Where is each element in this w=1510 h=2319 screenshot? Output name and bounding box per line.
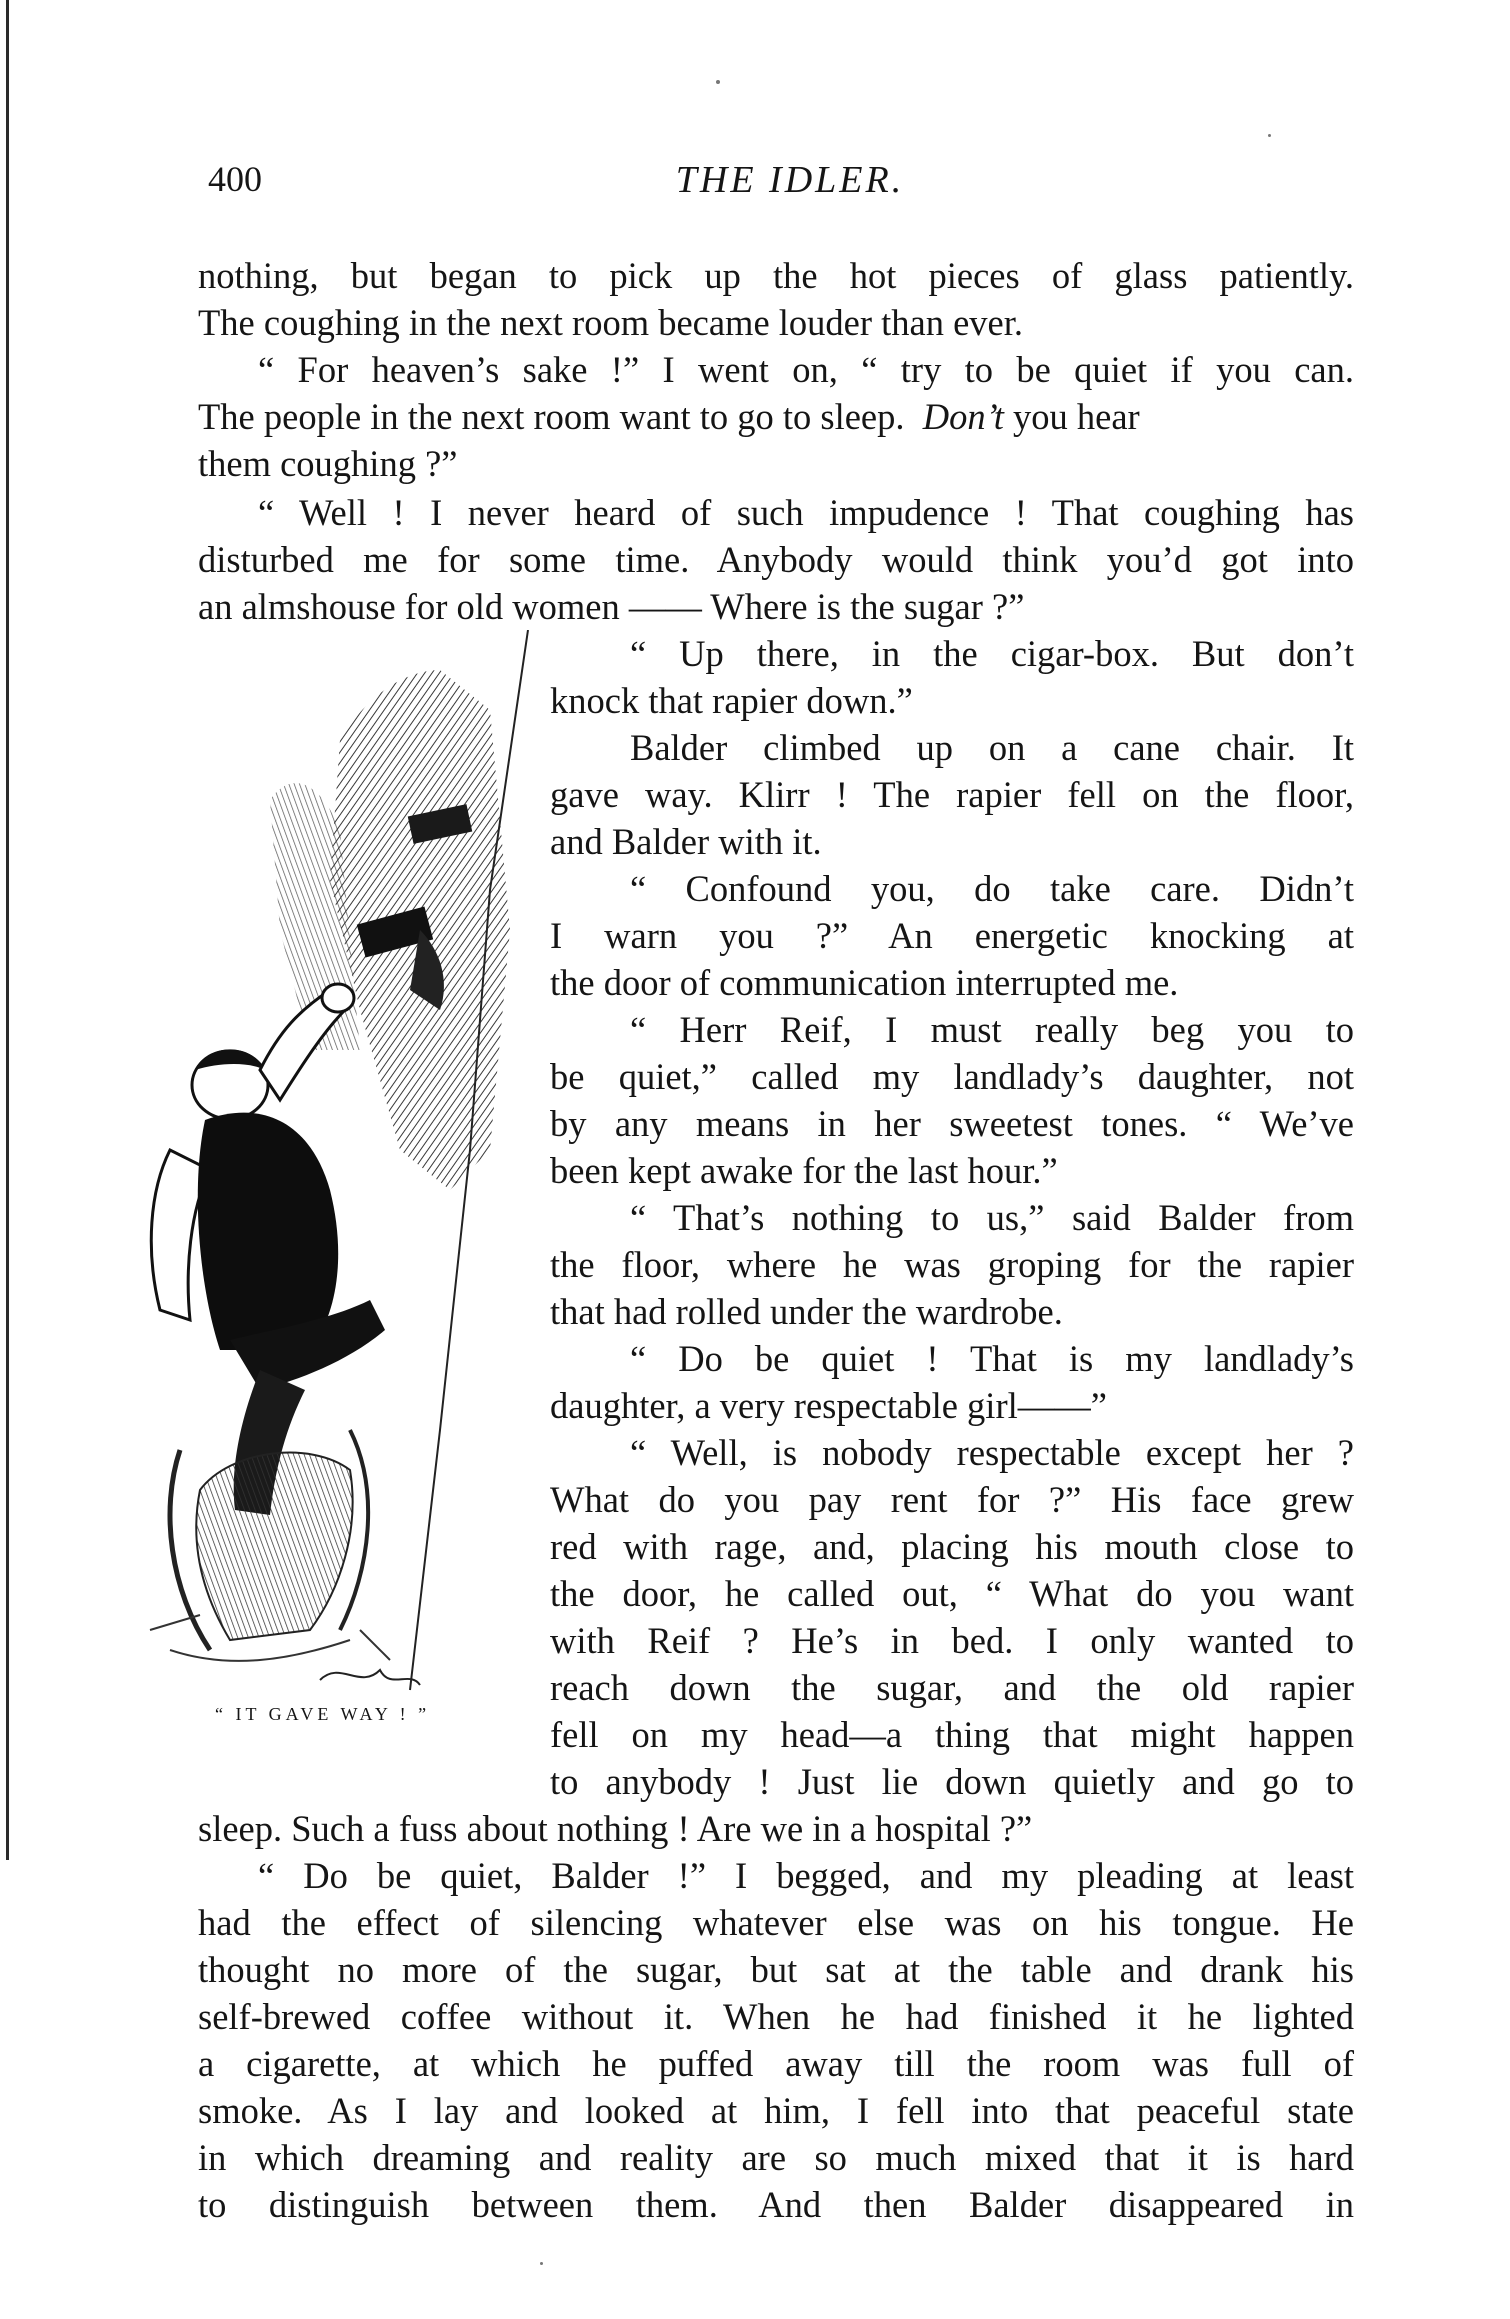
- emphasized-word: Don’t: [922, 396, 1004, 437]
- text-line: [198, 395, 1354, 439]
- text-line: daughter, a very respectable girl——”: [550, 1385, 1107, 1426]
- text-line: I warn you ?” An energetic knocking at: [550, 915, 1354, 956]
- text-line: that had rolled under the wardrobe.: [550, 1291, 1063, 1332]
- text-line: the door, he called out, “ What do you want: [550, 1573, 1354, 1614]
- text-line: been kept awake for the last hour.”: [550, 1150, 1058, 1191]
- text-line: in which dreaming and reality are so much mixed that it is hard: [198, 2137, 1354, 2178]
- text-line: the door of communication interrupted me.: [550, 962, 1179, 1003]
- paper-speck: [1268, 134, 1271, 137]
- text-line: to distinguish between them. And then Balder disappeared in: [198, 2184, 1354, 2225]
- text-line: had the effect of silencing whatever else was on his tongue. He: [198, 1902, 1354, 1943]
- text-line: “ For heaven’s sake !” I went on, “ try to be quiet if you can.: [258, 349, 1354, 390]
- text-line: by any means in her sweetest tones. “ We’ve: [550, 1103, 1354, 1144]
- text-line: The coughing in the next room became louder than ever.: [198, 302, 1024, 343]
- text-segment: you hear: [1013, 396, 1140, 437]
- running-title: THE IDLER.: [675, 159, 905, 201]
- text-line: nothing, but began to pick up the hot pieces of glass patiently.: [198, 255, 1354, 296]
- text-line: be quiet,” called my landlady’s daughter, not: [550, 1056, 1354, 1097]
- illustration-caption: “ IT GAVE WAY ! ”: [215, 1704, 431, 1724]
- text-line: thought no more of the sugar, but sat at the table and drank his: [198, 1949, 1354, 1990]
- text-line: red with rage, and, placing his mouth close to: [550, 1526, 1354, 1567]
- text-line: them coughing ?”: [198, 443, 458, 484]
- text-segment: The people in the next room want to go to sleep.: [198, 396, 905, 437]
- text-line: “ Well, is nobody respectable except her ?: [630, 1432, 1354, 1473]
- text-line: gave way. Klirr ! The rapier fell on the floor,: [550, 774, 1354, 815]
- text-line: “ That’s nothing to us,” said Balder from: [630, 1197, 1354, 1238]
- text-line: to anybody ! Just lie down quietly and go to: [550, 1761, 1354, 1802]
- text-line: disturbed me for some time. Anybody would think you’d got into: [198, 539, 1354, 580]
- page-number: 400: [208, 159, 262, 199]
- text-line: smoke. As I lay and looked at him, I fell into that peaceful state: [198, 2090, 1354, 2131]
- text-line: fell on my head—a thing that might happen: [550, 1714, 1354, 1755]
- text-line: self-brewed coffee without it. When he had finished it he lighted: [198, 1996, 1354, 2037]
- text-line: sleep. Such a fuss about nothing ! Are we in a hospital ?”: [198, 1808, 1033, 1849]
- text-line: an almshouse for old women —— Where is the sugar ?”: [198, 586, 1025, 627]
- text-line: reach down the sugar, and the old rapier: [550, 1667, 1354, 1708]
- text-line: “ Do be quiet ! That is my landlady’s: [630, 1338, 1354, 1379]
- text-line: “ Confound you, do take care. Didn’t: [630, 868, 1354, 909]
- text-line: “ Herr Reif, I must really beg you to: [630, 1009, 1354, 1050]
- text-line: What do you pay rent for ?” His face grew: [550, 1479, 1354, 1520]
- text-line: “ Up there, in the cigar-box. But don’t: [630, 633, 1354, 674]
- page-edge-rule: [6, 0, 9, 1860]
- text-line: “ Well ! I never heard of such impudence ! That coughing has: [258, 492, 1354, 533]
- text-line: knock that rapier down.”: [550, 680, 913, 721]
- text-line: Balder climbed up on a cane chair. It: [630, 727, 1354, 768]
- text-line: with Reif ? He’s in bed. I only wanted to: [550, 1620, 1354, 1661]
- illustration-climbing-man: [110, 630, 540, 1710]
- text-line: a cigarette, at which he puffed away till the room was full of: [198, 2043, 1354, 2084]
- text-line: and Balder with it.: [550, 821, 822, 862]
- text-line: the floor, where he was groping for the rapier: [550, 1244, 1354, 1285]
- text-line: “ Do be quiet, Balder !” I begged, and my pleading at least: [258, 1855, 1354, 1896]
- paper-speck: [716, 80, 720, 84]
- paper-speck: [540, 2262, 543, 2265]
